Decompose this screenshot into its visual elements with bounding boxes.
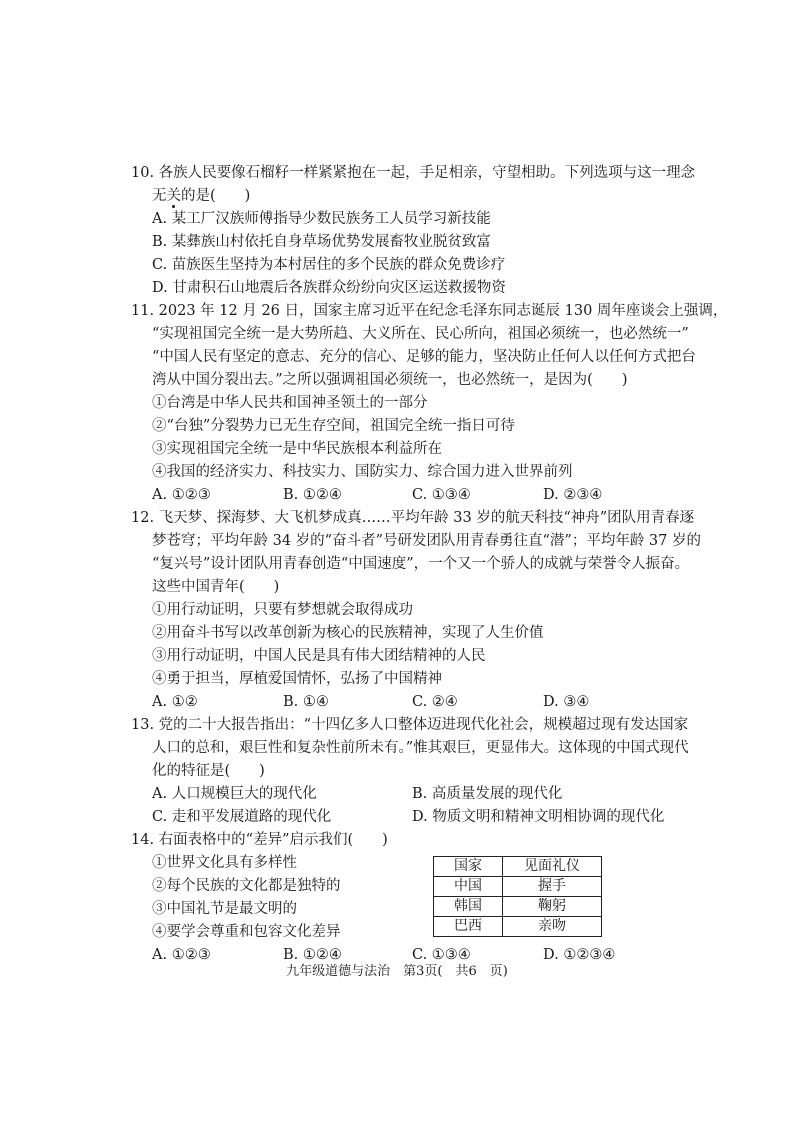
q11-statement-3: ③实现祖国完全统一是中华民族根本利益所在 [152, 441, 442, 457]
q12-statement-2: ②用奋斗书写以改革创新为核心的民族精神，实现了人生价值 [152, 625, 544, 641]
q13-option-a: A. 人口规模巨大的现代化 [152, 786, 317, 802]
q12-stem-line-3: “复兴号”设计团队用青春创造“中国速度”，一个又一个骄人的成就与荣誉令人振奋。 [152, 556, 690, 572]
q13-stem-line-1: 13. 党的二十大报告指出：“十四亿多人口整体迈进现代化社会，规模超过现有发达国家 [131, 717, 689, 733]
emphasis-dotted-character: 关 [166, 188, 181, 204]
q12-stem-line-2: 梦苍穹；平均年龄 34 岁的“奋斗者”号研发团队用青春勇往直“潜”；平均年龄 37 岁的 [152, 533, 701, 549]
q12-stem-line-1: 12. 飞天梦、探海梦、大飞机梦成真……平均年龄 33 岁的航天科技“神舟”团队用青春逐 [131, 510, 695, 526]
page-footer: 九年级道德与法治 第3页( 共6 页) [286, 964, 508, 979]
q14-statement-1: ①世界文化具有多样性 [152, 855, 297, 871]
q14-choice-c: C. ①③④ [412, 947, 471, 963]
q11-statement-2: ②“台独”分裂势力已无生存空间，祖国完全统一指日可待 [152, 418, 515, 434]
q13-stem-line-3: 化的特征是( ) [152, 763, 265, 779]
q11-stem-line-1: 11. 2023 年 12 月 26 日，国家主席习近平在纪念毛泽东同志诞辰 130 周年座谈会上强调， [131, 303, 728, 319]
q14-statement-2: ②每个民族的文化都是独特的 [152, 878, 341, 894]
table-cell-greeting: 亲吻 [503, 917, 602, 937]
q12-statement-3: ③用行动证明，中国人民是具有伟大团结精神的人民 [152, 648, 486, 664]
q10-stem-line-2 [152, 185, 250, 207]
table-row [434, 917, 602, 937]
table-header-greeting: 见面礼仪 [503, 857, 602, 877]
q11-stem-line-3: “中国人民有坚定的意志、充分的信心、足够的能力，坚决防止任何人以任何方式把台 [152, 349, 696, 365]
q14-statement-4: ④要学会尊重和包容文化差异 [152, 924, 341, 940]
greeting-customs-table [433, 856, 602, 937]
q10-option-c: C. 苗族医生坚持为本村居住的多个民族的群众免费诊疗 [152, 257, 506, 273]
q12-statement-4: ④勇于担当，厚植爱国情怀，弘扬了中国精神 [152, 671, 442, 687]
q10-stem-prefix: 无 [152, 188, 167, 204]
q12-choice-a: A. ①② [152, 694, 198, 710]
q13-option-c: C. 走和平发展道路的现代化 [152, 809, 332, 825]
q11-choice-b: B. ①②④ [283, 487, 342, 503]
q10-stem-suffix: 的是( ) [181, 188, 251, 204]
q12-statement-1: ①用行动证明，只要有梦想就会取得成功 [152, 602, 413, 618]
q11-statement-1: ①台湾是中华人民共和国神圣领土的一部分 [152, 395, 428, 411]
q14-statement-3: ③中国礼节是最文明的 [152, 901, 297, 917]
q14-choice-d: D. ①②③④ [543, 947, 616, 963]
table-cell-greeting: 鞠躬 [503, 897, 602, 917]
table-row [434, 897, 602, 917]
q14-stem-line-1: 14. 右面表格中的“差异”启示我们( ) [131, 832, 388, 848]
table-header-row [434, 857, 602, 877]
table-cell-greeting: 握手 [503, 877, 602, 897]
q11-stem-line-2: “实现祖国完全统一是大势所趋、大义所在、民心所向，祖国必须统一，也必然统一” [152, 326, 689, 342]
q13-option-d: D. 物质文明和精神文明相协调的现代化 [412, 809, 665, 825]
q11-choice-c: C. ①③④ [412, 487, 471, 503]
q12-choice-d: D. ③④ [543, 694, 590, 710]
q13-option-b: B. 高质量发展的现代化 [412, 786, 563, 802]
q11-choice-a: A. ①②③ [152, 487, 211, 503]
table-cell-country: 中国 [434, 877, 503, 897]
q14-choice-a: A. ①②③ [152, 947, 211, 963]
table-cell-country: 巴西 [434, 917, 503, 937]
q10-option-d: D. 甘肃积石山地震后各族群众纷纷向灾区运送救援物资 [152, 280, 506, 296]
q10-option-a: A. 某工厂汉族师傅指导少数民族务工人员学习新技能 [152, 211, 491, 227]
q12-choice-b: B. ①④ [283, 694, 329, 710]
table-header-country: 国家 [434, 857, 503, 877]
q11-stem-line-4: 湾从中国分裂出去。”之所以强调祖国必须统一，也必然统一，是因为( ) [152, 372, 628, 388]
q11-choice-d: D. ②③④ [543, 487, 603, 503]
q11-statement-4: ④我国的经济实力、科技实力、国防实力、综合国力进入世界前列 [152, 464, 573, 480]
q10-option-b: B. 某彝族山村依托自身草场优势发展畜牧业脱贫致富 [152, 234, 491, 250]
q12-choice-c: C. ②④ [412, 694, 458, 710]
table-cell-country: 韩国 [434, 897, 503, 917]
q10-stem-line-1: 10. 各族人民要像石榴籽一样紧紧抱在一起，手足相亲，守望相助。下列选项与这一理念 [131, 165, 696, 181]
q12-stem-line-4: 这些中国青年( ) [152, 579, 280, 595]
table-row [434, 877, 602, 897]
q13-stem-line-2: 人口的总和，艰巨性和复杂性前所未有。”惟其艰巨，更显伟大。这体现的中国式现代 [152, 740, 689, 756]
q14-choice-b: B. ①②④ [283, 947, 342, 963]
